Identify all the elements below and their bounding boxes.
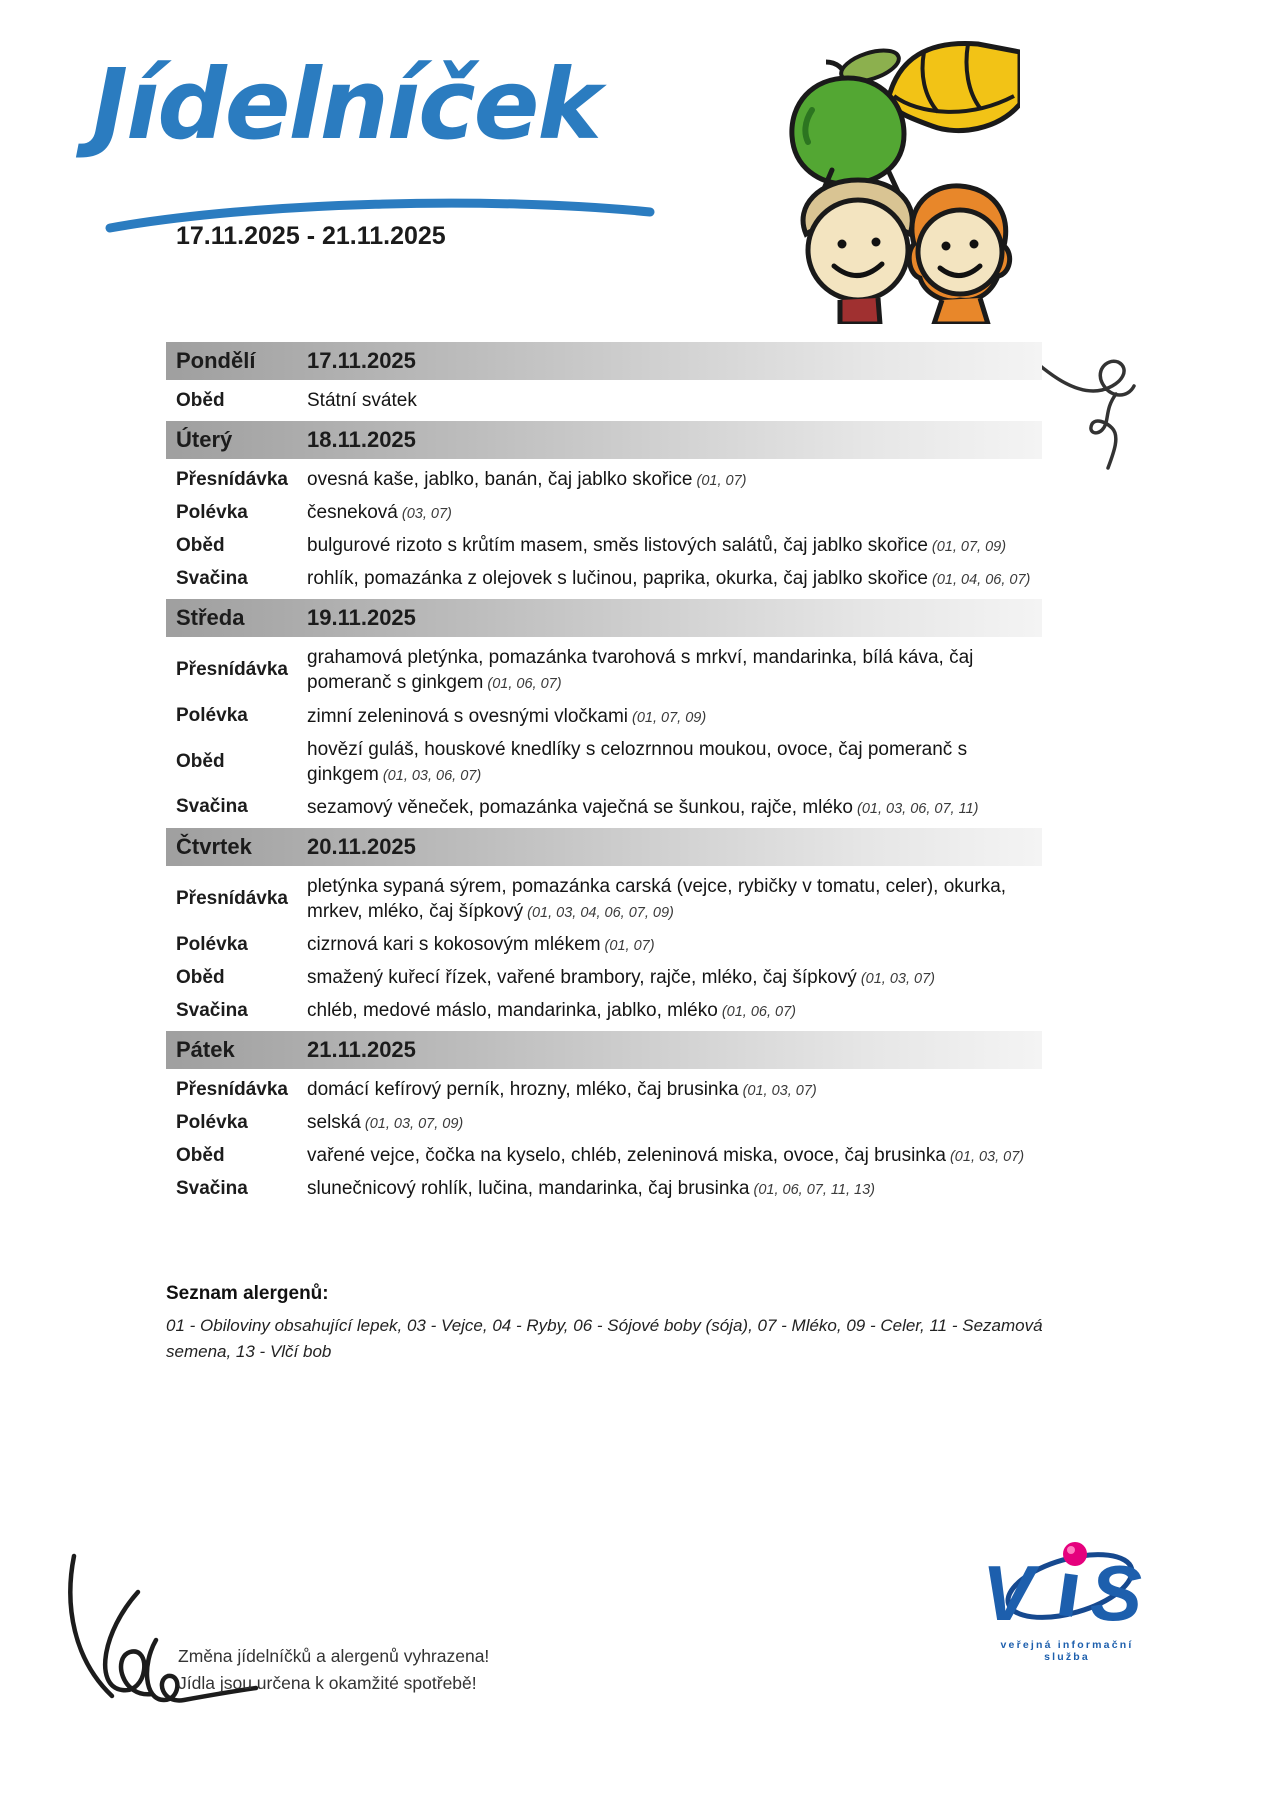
day-header-row	[166, 828, 1042, 866]
meal-allergens: (01, 03, 06, 07, 11)	[853, 800, 979, 817]
meal-label: Oběd	[176, 966, 225, 988]
meal-allergens: (01, 06, 07)	[717, 1004, 796, 1021]
meal-row	[166, 1073, 1042, 1106]
meal-text: hovězí guláš, houskové knedlíky s celozrnnou moukou, ovoce, čaj pomeranč s ginkgem (01, 03, 06, 07)	[307, 738, 968, 785]
meal-row	[166, 529, 1042, 562]
meal-text: smažený kuřecí řízek, vařené brambory, rajče, mléko, čaj šípkový (01, 03, 07)	[307, 967, 935, 989]
meal-label: Polévka	[176, 501, 248, 523]
meal-allergens: (01, 03, 07)	[738, 1083, 817, 1100]
menu-table	[166, 338, 1042, 1206]
meal-label: Svačina	[176, 567, 248, 589]
day-date: 17.11.2025	[307, 348, 416, 373]
meal-text: pletýnka sypaná sýrem, pomazánka carská (vejce, rybičky v tomatu, celer), okurka, mrkev, mléko, čaj šípkový (01, 03, 04, 06, 07, 09)	[307, 875, 1007, 922]
day-date: 19.11.2025	[307, 605, 416, 631]
meal-allergens: (01, 06, 07)	[483, 676, 562, 693]
meal-label: Přesnídávka	[176, 659, 288, 681]
meal-text: zimní zeleninová s ovesnými vločkami (01, 07, 09)	[307, 705, 707, 727]
meal-row	[166, 994, 1042, 1027]
apple-icon	[792, 44, 904, 184]
meal-allergens: (01, 03, 07)	[945, 1149, 1025, 1166]
vis-logo-icon	[978, 1538, 1156, 1634]
meal-row	[166, 496, 1042, 529]
meal-allergens: (01, 04, 06, 07)	[927, 572, 1031, 589]
vis-tagline: veřejná informační služba	[1000, 1639, 1134, 1663]
kids-with-fruit-illustration	[728, 38, 1020, 324]
meal-text: bulgurové rizoto s krůtím masem, směs listových salátů, čaj jablko skořice (01, 07, 09)	[307, 535, 1007, 557]
meal-text: selská (01, 03, 07, 09)	[307, 1112, 464, 1134]
meal-text: česneková (03, 07)	[307, 502, 452, 524]
meal-label: Oběd	[176, 534, 225, 556]
meal-text: rohlík, pomazánka z olejovek s lučinou, paprika, okurka, čaj jablko skořice (01, 04, 06, 07)	[307, 568, 1031, 590]
day-header-row	[166, 342, 1042, 380]
day-name: Čtvrtek	[176, 833, 252, 859]
meal-text: chléb, medové máslo, mandarinka, jablko, mléko (01, 06, 07)	[307, 1000, 796, 1022]
meal-text: domácí kefírový perník, hrozny, mléko, čaj brusinka (01, 03, 07)	[307, 1079, 817, 1101]
day-date: 18.11.2025	[307, 427, 416, 453]
meal-allergens: (01, 03, 07, 09)	[360, 1116, 464, 1133]
meal-allergens: (01, 06, 07, 11, 13)	[749, 1182, 875, 1199]
meal-label: Polévka	[176, 933, 248, 955]
meal-allergens: (03, 07)	[397, 506, 452, 523]
meal-allergens: (01, 03, 07)	[856, 971, 935, 988]
meal-row	[166, 733, 1042, 791]
meal-row	[166, 562, 1042, 595]
day-header-row	[166, 421, 1042, 459]
meal-text: slunečnicový rohlík, lučina, mandarinka, čaj brusinka (01, 06, 07, 11, 13)	[307, 1178, 875, 1200]
footer-note-line1: Změna jídelníčků a alergenů vyhrazena!	[178, 1646, 490, 1666]
meal-text: sezamový věneček, pomazánka vaječná se šunkou, rajče, mléko (01, 03, 06, 07, 11)	[307, 796, 979, 818]
svg-text:S: S	[1090, 1549, 1143, 1634]
footer-note-line2: Jídla jsou určena k okamžité spotřebě!	[178, 1673, 477, 1694]
meal-allergens: (01, 07)	[692, 473, 747, 490]
allergen-legend-list: 01 - Obiloviny obsahující lepek, 03 - Vejce, 04 - Ryby, 06 - Sójové boby (sója), 07 - Mléko, 09 - Celer, 11 - Sezamová semena, 13 - Vlčí bob	[166, 1316, 1043, 1362]
meal-text: vařené vejce, čočka na kyselo, chléb, zeleninová miska, ovoce, čaj brusinka (01, 03, 07)	[307, 1145, 1025, 1167]
meal-row	[166, 700, 1042, 733]
meal-allergens: (01, 07)	[600, 938, 655, 955]
meal-row	[166, 463, 1042, 496]
meal-allergens: (01, 03, 04, 06, 07, 09)	[523, 904, 674, 921]
meal-row	[166, 1106, 1042, 1139]
meal-label: Polévka	[176, 1111, 248, 1133]
meal-text: ovesná kaše, jablko, banán, čaj jablko skořice (01, 07)	[307, 469, 747, 491]
meal-allergens: (01, 07, 09)	[628, 709, 707, 726]
meal-label: Oběd	[176, 1144, 225, 1166]
meal-row	[166, 1139, 1042, 1172]
meal-row	[166, 791, 1042, 824]
meal-text: cizrnová kari s kokosovým mlékem (01, 07)	[307, 934, 655, 956]
allergen-legend-heading: Seznam alergenů:	[166, 1283, 329, 1304]
meal-row	[166, 1172, 1042, 1205]
meal-label: Přesnídávka	[176, 1078, 288, 1100]
day-date: 20.11.2025	[307, 833, 416, 859]
week-date-range: 17.11.2025 - 21.11.2025	[176, 222, 446, 250]
meal-row	[166, 641, 1042, 699]
meal-allergens: (01, 03, 06, 07)	[378, 767, 482, 784]
jidelnicek-logo-text: Jídelníček	[92, 48, 600, 161]
allergen-legend	[166, 1283, 1048, 1366]
boy-figure	[803, 170, 912, 324]
footer-note	[178, 1643, 489, 1697]
day-name: Úterý	[176, 427, 233, 453]
meal-label: Polévka	[176, 705, 248, 727]
meal-label: Svačina	[176, 796, 248, 818]
meal-allergens: (01, 07, 09)	[927, 539, 1007, 556]
meal-label: Svačina	[176, 999, 248, 1021]
vis-logo	[978, 1538, 1156, 1663]
day-header-row	[166, 1031, 1042, 1069]
meal-row	[166, 870, 1042, 928]
meal-row	[166, 961, 1042, 994]
girl-figure	[909, 186, 1009, 324]
bananas-icon	[888, 43, 1020, 130]
day-name: Středa	[176, 605, 245, 631]
meal-label: Svačina	[176, 1178, 248, 1200]
meal-label: Přesnídávka	[176, 887, 288, 909]
meal-row	[166, 928, 1042, 961]
meal-label: Přesnídávka	[176, 468, 288, 490]
signature-scribble-bottom	[60, 1548, 272, 1734]
day-name: Pondělí	[176, 348, 256, 373]
meal-text: Státní svátek	[307, 390, 417, 411]
meal-row	[166, 384, 1042, 417]
svg-text:V: V	[982, 1549, 1035, 1634]
day-name: Pátek	[176, 1037, 235, 1063]
meal-label: Oběd	[176, 389, 225, 411]
day-header-row	[166, 599, 1042, 637]
meal-text: grahamová pletýnka, pomazánka tvarohová s mrkví, mandarinka, bílá káva, čaj pomeranč s ginkgem (01, 06, 07)	[307, 647, 974, 694]
meal-label: Oběd	[176, 750, 225, 772]
day-date: 21.11.2025	[307, 1037, 416, 1063]
